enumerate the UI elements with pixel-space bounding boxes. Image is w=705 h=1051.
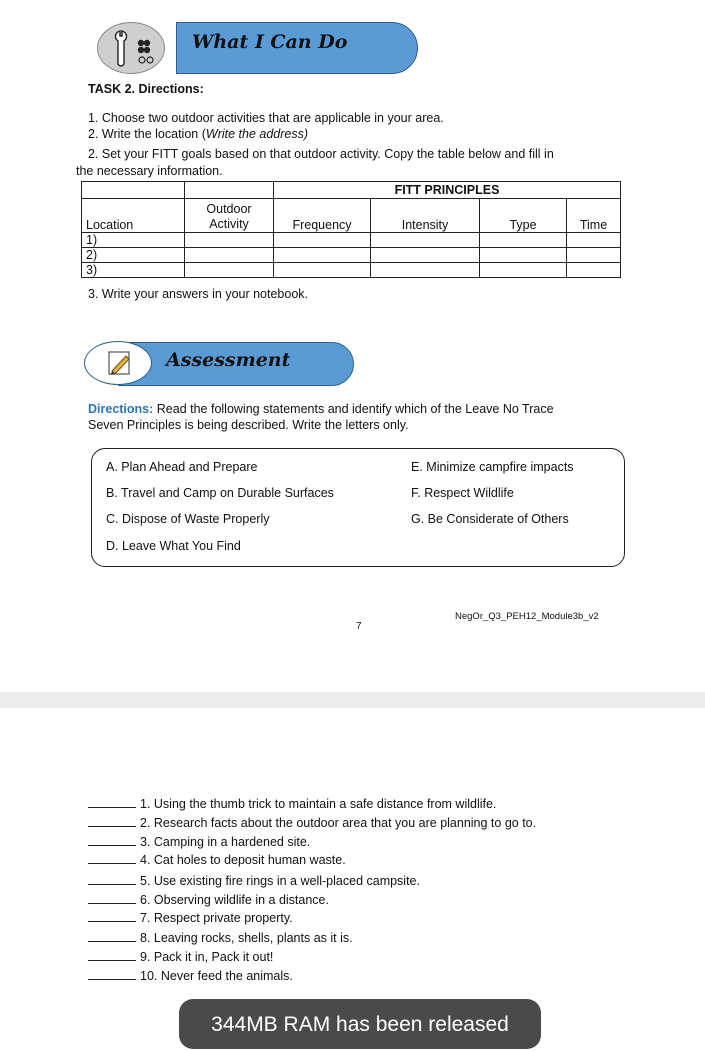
table-cell[interactable] (480, 263, 567, 278)
list-item (88, 797, 496, 811)
column-outdoor-activity: Outdoor Activity (185, 199, 274, 233)
list-item (88, 835, 310, 849)
answer-blank[interactable] (88, 969, 136, 980)
table-cell[interactable] (185, 263, 274, 278)
directions-label: Directions: (88, 402, 154, 416)
task-step-2-text: 2. Write the location ( (88, 127, 206, 141)
answer-blank[interactable] (88, 835, 136, 846)
question-text: 8. Leaving rocks, shells, plants as it is. (140, 931, 353, 945)
fitt-principles-header: FITT PRINCIPLES (274, 182, 621, 199)
answer-blank[interactable] (88, 950, 136, 961)
answer-blank[interactable] (88, 816, 136, 827)
list-item (88, 853, 346, 867)
principle-e: E. Minimize campfire impacts (411, 460, 574, 474)
answer-blank[interactable] (88, 893, 136, 904)
task-step-3-line1: 2. Set your FITT goals based on that outdoor activity. Copy the table below and fill in (88, 147, 554, 161)
question-text: 7. Respect private property. (140, 911, 293, 925)
table-cell[interactable] (371, 248, 480, 263)
task-heading: TASK 2. Directions: (88, 82, 204, 96)
question-text: 4. Cat holes to deposit human waste. (140, 853, 346, 867)
table-row (82, 233, 621, 248)
table-cell[interactable] (185, 233, 274, 248)
table-cell[interactable] (274, 233, 371, 248)
table-row (82, 263, 621, 278)
question-text: 1. Using the thumb trick to maintain a safe distance from wildlife. (140, 797, 497, 811)
list-item (88, 911, 293, 925)
list-item (88, 874, 420, 888)
question-text: 6. Observing wildlife in a distance. (140, 893, 329, 907)
table-cell[interactable] (480, 233, 567, 248)
fitt-table (81, 181, 621, 278)
task-step-3-line2: the necessary information. (76, 164, 223, 178)
principle-c: C. Dispose of Waste Properly (106, 512, 270, 526)
principle-b: B. Travel and Camp on Durable Surfaces (106, 486, 334, 500)
page-divider (0, 692, 705, 708)
ram-released-toast: 344MB RAM has been released (179, 999, 541, 1049)
table-header-blank (82, 182, 185, 199)
table-header-blank (185, 182, 274, 199)
column-type: Type (480, 199, 567, 233)
question-text: 9. Pack it in, Pack it out! (140, 950, 274, 964)
table-cell[interactable] (371, 233, 480, 248)
column-frequency: Frequency (274, 199, 371, 233)
table-cell[interactable] (480, 248, 567, 263)
page-number: 7 (356, 621, 362, 632)
table-cell[interactable] (371, 263, 480, 278)
principle-f: F. Respect Wildlife (411, 486, 514, 500)
table-cell[interactable] (567, 233, 621, 248)
question-text: 5. Use existing fire rings in a well-placed campsite. (140, 874, 420, 888)
table-cell[interactable] (567, 248, 621, 263)
task-step-after-table: 3. Write your answers in your notebook. (88, 287, 309, 301)
task-step-2 (88, 127, 308, 141)
question-text: 2. Research facts about the outdoor area that you are planning to go to. (140, 816, 537, 830)
tools-icon (97, 22, 165, 74)
table-cell[interactable] (274, 263, 371, 278)
principle-a: A. Plan Ahead and Prepare (106, 460, 258, 474)
assessment-directions-line2: Seven Principles is being described. Write the letters only. (88, 418, 409, 432)
task-step-1: 1. Choose two outdoor activities that are applicable in your area. (88, 111, 444, 125)
row-label: 1) (82, 233, 185, 248)
section-title-what-i-can-do: What I Can Do (192, 31, 348, 53)
module-code: NegOr_Q3_PEH12_Module3b_v2 (455, 611, 599, 622)
principle-g: G. Be Considerate of Others (411, 512, 569, 526)
column-intensity: Intensity (371, 199, 480, 233)
list-item (88, 816, 536, 830)
list-item (88, 893, 329, 907)
row-label: 3) (82, 263, 185, 278)
answer-blank[interactable] (88, 931, 136, 942)
answer-blank[interactable] (88, 797, 136, 808)
list-item (88, 969, 293, 983)
answer-blank[interactable] (88, 853, 136, 864)
principle-d: D. Leave What You Find (106, 539, 241, 553)
answer-blank[interactable] (88, 874, 136, 885)
table-row (82, 248, 621, 263)
task-step-2-italic: Write the address) (205, 127, 309, 141)
assessment-directions (88, 402, 554, 416)
table-cell[interactable] (567, 263, 621, 278)
table-cell[interactable] (185, 248, 274, 263)
directions-text: Read the following statements and identify which of the Leave No Trace (153, 402, 554, 416)
row-label: 2) (82, 248, 185, 263)
question-text: 3. Camping in a hardened site. (140, 835, 311, 849)
list-item (88, 950, 273, 964)
answer-blank[interactable] (88, 911, 136, 922)
question-text: 10. Never feed the animals. (140, 969, 293, 983)
table-cell[interactable] (274, 248, 371, 263)
section-title-assessment: Assessment (166, 349, 291, 371)
list-item (88, 931, 353, 945)
pencil-icon (84, 341, 152, 385)
column-location: Location (82, 199, 185, 233)
column-time: Time (567, 199, 621, 233)
